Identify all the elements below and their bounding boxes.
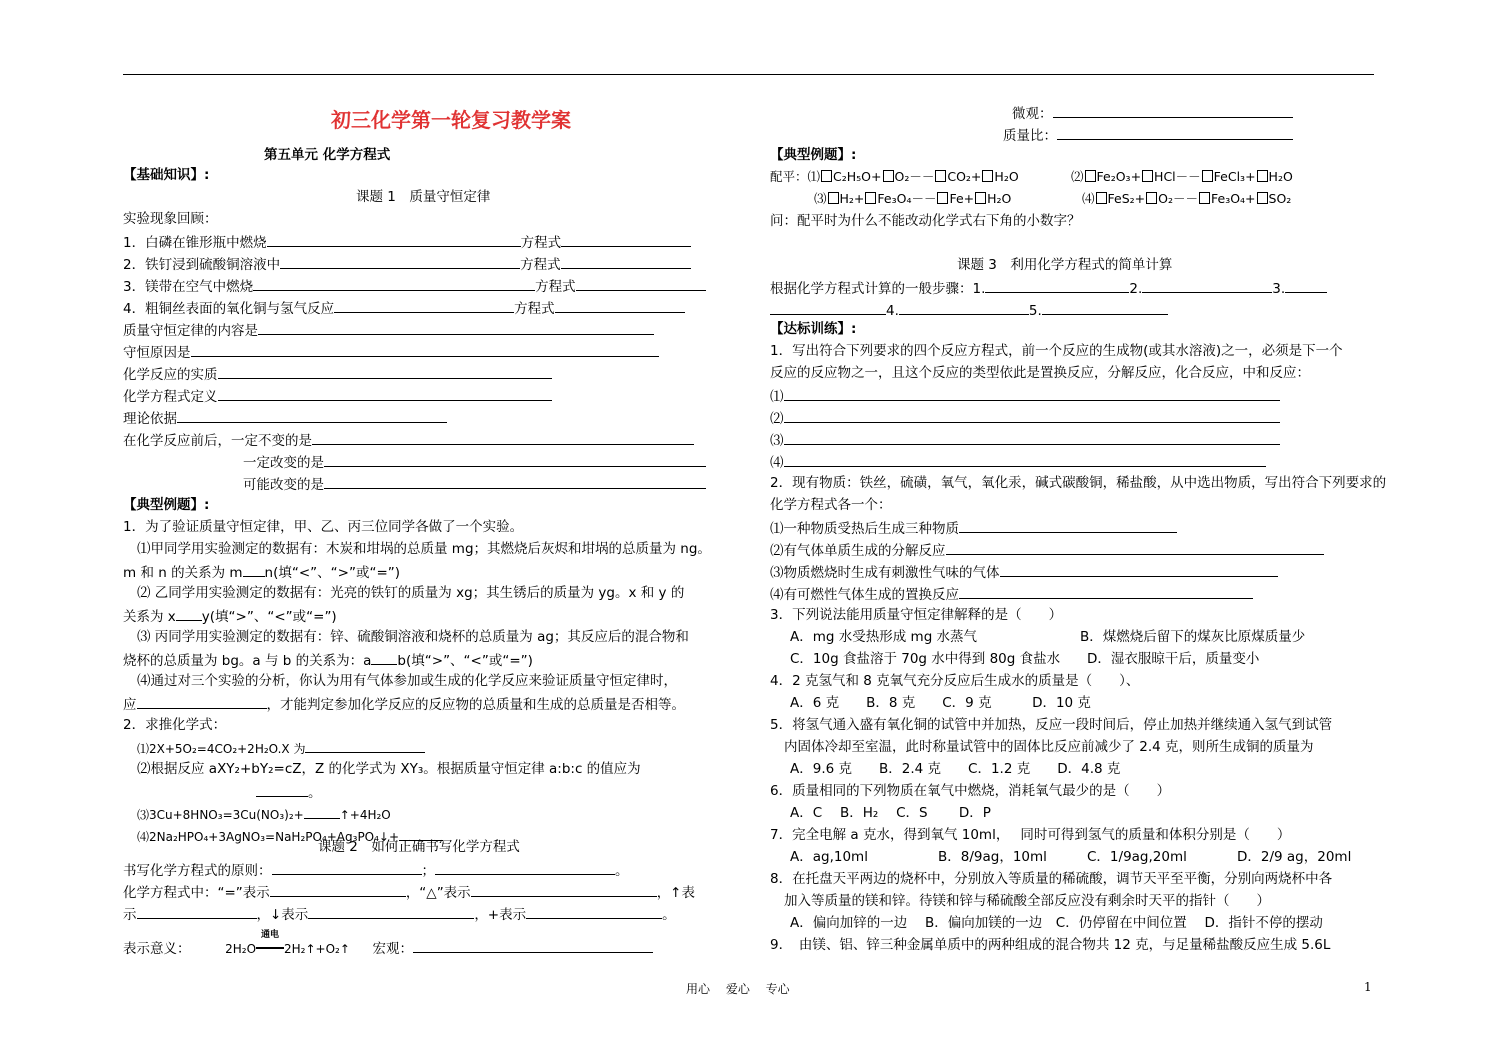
eq-term: H₂+ [839,191,865,206]
train-1-item-4 [770,452,1266,472]
writing-principles [123,860,629,880]
experiment-2-text: 2．铁钉浸到硫酸铜溶液中 [123,257,281,273]
coefficient-box [1146,192,1157,204]
train-7: 7．完全电解 a 克水，得到氧气 10ml， 同时可得到氢气的质量和体积分别是（ ） [770,827,1291,843]
train-5a: 5．将氢气通入盛有氧化铜的试管中并加热，反应一段时间后，停止加热并继续通入氢气到试管 [770,717,1333,733]
step2-label: 2. [1129,281,1143,297]
blank [555,298,685,313]
balance-row-3 [814,190,1011,210]
eq-term: SO₂ [1268,191,1292,206]
balance-row-4 [1082,190,1291,210]
train-7-option-d: D．2/9 ag，20ml [1237,849,1352,865]
electrolysis-condition [256,930,284,958]
law-content [123,320,654,340]
q1d-rest: ，才能判定参加化学反应的反应物的总质量和生成的总质量是否相等。 [266,697,685,713]
q2a-text: ⑴2X+5O₂=4CO₂+2H₂O.X 为 [137,742,306,756]
train-3-option-a: A．mg 水受热形成 mg 水蒸气 [790,629,978,645]
equation-label: 方程式 [520,235,562,251]
coefficient-box [1096,192,1107,204]
eq-num: ⑶ [814,191,827,206]
train-1a: 1．写出符合下列要求的四个反应方程式，前一个反应的生成物(或其水溶液)之一，必须是下一个 [770,343,1343,359]
question-1a: ⑴甲同学用实验测定的数据有：木炭和坩埚的总质量 mg；其燃烧后灰烬和坩埚的总质量为 ng。 [137,541,711,557]
changed-items [243,452,706,472]
blank [471,882,657,897]
coefficient-box [828,192,839,204]
symbols2-end: 。 [662,907,676,923]
blank [243,562,265,577]
step3-label: 3. [1272,281,1286,297]
eq-term: HCl－－ [1154,169,1201,184]
question-1: 1．为了验证质量守恒定律，甲、乙、丙三位同学各做了一个实验。 [123,519,524,535]
reason-text: 守恒原因是 [123,345,191,361]
eq-term: Fe₂O₃+ [1096,169,1142,184]
blank [784,386,1280,401]
q1b-hint: y(填“>”、“<”或“=”) [201,609,337,625]
lesson3-title: 课题 3 利用化学方程式的简单计算 [957,257,1173,273]
electrolysis-reactant: 2H₂O [225,942,257,956]
blank [305,738,425,753]
blank [191,342,659,357]
blank [218,364,552,379]
balance-row-1 [770,168,1019,188]
blank [1000,562,1278,577]
essence-text: 化学反应的实质 [123,367,218,383]
item-text: ⑴一种物质受热后生成三种物质 [770,521,959,537]
experiment-1-text: 1．白磷在锥形瓶中燃烧 [123,235,267,251]
step4-label: 4. [886,303,899,319]
question-1d-answer [123,694,685,714]
blank [270,882,406,897]
train-2-item-3 [770,562,1278,582]
header-rule [123,74,1374,75]
eq-term: CO₂+ [947,169,982,184]
basis-text: 理论依据 [123,411,177,427]
train-5-options: A．9.6 克 B．2.4 克 C．1.2 克 D．4.8 克 [790,761,1121,777]
eq-num: ⑴ [807,169,821,184]
coefficient-box [865,192,876,204]
blank [946,540,1324,555]
conservation-reason [123,342,659,362]
blank [258,320,654,335]
lesson1-title: 课题 1 质量守恒定律 [356,189,491,205]
question-1b: ⑵ 乙同学用实验测定的数据有：光亮的铁钉的质量为 xg；其生锈后的质量为 yg。x 和 y 的 [137,585,685,601]
blank [784,452,1266,467]
question-1c-relation [123,650,533,670]
train-1-item-3 [770,430,1280,450]
blank [1142,278,1272,293]
mass-ratio-label: 质量比： [1003,128,1057,144]
blank [334,298,514,313]
coefficient-box [1199,192,1210,204]
electrolysis-products: 2H₂↑+O₂↑ [284,942,350,956]
train-2a: 2．现有物质：铁丝，硫磺，氧气，氧化汞，碱式碳酸铜，稀盐酸，从中选出物质，写出符合下列要求的 [770,475,1387,491]
macro-label: 宏观： [372,941,413,957]
coefficient-box [935,170,946,182]
train-6: 6．质量相同的下列物质在氧气中燃烧，消耗氧气最少的是（ ） [770,783,1171,799]
blank [770,300,886,315]
unchanged-text: 在化学反应前后，一定不变的是 [123,433,312,449]
train-4: 4．2 克氢气和 8 克氧气充分反应后生成水的质量是（ ）、 [770,673,1140,689]
symbols2-down: ，↓表示 [256,907,309,923]
calc-steps-row-1 [770,278,1327,298]
eq-term: H₂O [994,169,1019,184]
law-content-text: 质量守恒定律的内容是 [123,323,258,339]
q1d-text: 应 [123,697,137,713]
micro-label: 微观： [1012,106,1053,122]
eq-term: FeS₂+ [1107,191,1146,206]
theory-basis [123,408,447,428]
coefficient-box [982,170,993,182]
unit-title: 第五单元 化学方程式 [264,147,391,163]
blank [784,430,1280,445]
blank [1285,278,1327,293]
symbols-text: 化学方程式中：“=”表示 [123,885,270,901]
section-training: 【达标训练】: [770,321,857,337]
symbols2-plus: ，+表示 [474,907,527,923]
balance-row-2 [1071,168,1293,188]
balance-question: 问：配平时为什么不能改动化学式右下角的小数字？ [770,213,1081,229]
equation-symbols-2 [123,904,676,924]
item-num: ⑶ [770,433,784,449]
section-typical-examples: 【典型例题】: [123,497,210,513]
experiment-3 [123,276,706,296]
blank [1057,125,1293,140]
blank [137,694,267,709]
experiment-1 [123,232,691,252]
train-8-options: A．偏向加锌的一边 B．偏向加镁的一边 C．仍停留在中间位置 D．指针不停的摆动 [790,915,1323,931]
item-num: ⑵ [770,411,784,427]
recall-label: 实验现象回顾： [123,211,218,227]
item-num: ⑴ [770,389,784,405]
blank [324,452,706,467]
section-basic-knowledge: 【基础知识】: [123,167,210,183]
calc-steps-row-2 [770,300,1168,320]
train-7-option-a: A．ag,10ml [790,849,868,865]
maybe-text: 可能改变的是 [243,477,324,493]
train-1-item-2 [770,408,1280,428]
section-typical-examples-2: 【典型例题】: [770,147,857,163]
experiment-4-text: 4．粗铜丝表面的氧化铜与氢气反应 [123,301,335,317]
micro-row [1012,103,1293,123]
eq-term: FeCl₃+ [1213,169,1256,184]
item-text: ⑵有气体单质生成的分解反应 [770,543,946,559]
question-2: 2．求推化学式： [123,717,227,733]
steps-text: 根据化学方程式计算的一般步骤：1. [770,281,986,297]
q1b-text: 关系为 x [123,609,176,625]
train-4-options: A．6 克 B．8 克 C．9 克 D．10 克 [790,695,1091,711]
step5-label: 5. [1028,303,1042,319]
footer-motto: 用心 爱心 专心 [686,982,790,996]
principle-text: 书写化学方程式的原则： [123,863,272,879]
item-num: ⑷ [770,455,784,471]
blank [176,606,202,621]
principle-sep: ； [421,863,435,879]
coefficient-box [821,170,832,182]
train-3-option-c: C．10g 食盐溶于 70g 水中得到 80g 食盐水 [790,651,1061,667]
changed-text: 一定改变的是 [243,455,324,471]
item-text: ⑷有可燃性气体生成的置换反应 [770,587,959,603]
q2b-end: 。 [308,785,322,801]
symbols-up: ，↑表 [656,885,695,901]
question-1d: ⑷通过对三个实验的分析，你认为用有气体参加或生成的化学反应来验证质量守恒定律时， [137,673,677,689]
q1c-hint: b(填“>”、“<”或“=”) [397,653,533,669]
blank [1053,103,1293,118]
equation-symbols [123,882,695,902]
question-1c: ⑶ 丙同学用实验测定的数据有：锌、硫酸铜溶液和烧杯的总质量为 ag；其反应后的混合物和 [137,629,689,645]
q1c-text: 烧杯的总质量为 bg。a 与 b 的关系为：a [123,653,372,669]
experiment-3-text: 3．镁带在空气中燃烧 [123,279,254,295]
symbols-delta: ，“△”表示 [405,885,471,901]
blank [985,278,1129,293]
blank [308,904,474,919]
eq-term: C₂H₅O+ [833,169,882,184]
question-2c [137,804,391,824]
q2c-rest: ↑+4H₂O [339,808,391,822]
question-2b: ⑵根据反应 aXY₂+bY₂=cZ，Z 的化学式为 XY₃。根据质量守恒定律 a:b:c 的值应为 [137,761,641,777]
train-2b: 化学方程式各一个： [770,497,892,513]
train-8b: 加入等质量的镁和锌。待镁和锌与稀硫酸全部反应没有剩余时天平的指针（ ） [784,893,1270,909]
eq-num: ⑵ [1071,169,1084,184]
lesson2-title: 课题 2 如何正确书写化学方程式 [318,839,520,855]
coefficient-box [1202,170,1213,182]
blank [959,518,1177,533]
symbols2-text: 示 [123,907,137,923]
eq-term: Fe₃O₄－－ [877,191,937,206]
train-9: 9． 由镁、铝、锌三种金属单质中的两种组成的混合物共 12 克，与足量稀盐酸反应生成 5.6L [770,937,1331,953]
principle-end: 。 [615,863,629,879]
experiment-2 [123,254,691,274]
blank [324,474,706,489]
train-3-option-d: D．湿衣服晾干后，质量变小 [1087,651,1260,667]
blank [526,904,662,919]
eq-def-text: 化学方程式定义 [123,389,218,405]
blank [280,254,520,269]
blank [1042,300,1168,315]
item-text: ⑶物质燃烧时生成有刺激性气味的气体 [770,565,1000,581]
train-1b: 反应的反应物之一，且这个反应的类型依此是置换反应，分解反应，化合反应，中和反应： [770,365,1310,381]
blank [137,904,257,919]
blank [177,408,447,423]
train-6-options: A．C B．H₂ C．S D．P [790,805,991,821]
blank [561,232,691,247]
train-7-option-b: B．8/9ag，10ml [938,849,1047,865]
meaning-label: 表示意义： [123,941,191,957]
coefficient-box [937,192,948,204]
eq-term: Fe+ [949,191,975,206]
blank [413,938,653,953]
eq-term: Fe₃O₄+ [1211,191,1256,206]
experiment-4 [123,298,685,318]
unchanged-items [123,430,694,450]
blank [371,650,397,665]
blank [576,276,706,291]
equals-sign [256,947,284,949]
train-8a: 8．在托盘天平两边的烧杯中，分别放入等质量的稀硫酸，调节天平至平衡，分别向两烧杯中各 [770,871,1333,887]
maybe-changed-items [243,474,706,494]
equation-label: 方程式 [514,301,555,317]
q1a-text: m 和 n 的关系为 m [123,565,243,581]
coefficient-box [883,170,894,182]
balance-label: 配平： [770,169,808,184]
page-number: 1 [1364,980,1372,994]
train-2-item-1 [770,518,1177,538]
blank [435,860,615,875]
reaction-essence [123,364,552,384]
blank [784,408,1280,423]
train-5b: 内固体冷却至室温，此时称量试管中的固体比反应前减少了 2.4 克，则所生成铜的质量为 [784,739,1314,755]
coefficient-box [1142,170,1153,182]
train-1-item-1 [770,386,1280,406]
meaning-row [123,930,653,958]
blank [959,584,1253,599]
eq-term: H₂O [987,191,1012,206]
q1a-hint: n(填“<”、“>”或“=”) [264,565,401,581]
blank [253,276,535,291]
condition-text: 通电 [261,930,280,940]
blank [256,782,308,797]
eq-term: O₂－－ [894,169,935,184]
blank [899,300,1029,315]
blank [218,386,552,401]
train-3: 3．下列说法能用质量守恒定律解释的是（ ） [770,607,1063,623]
coefficient-box [975,192,986,204]
equation-label: 方程式 [520,257,561,273]
train-2-item-4 [770,584,1253,604]
question-1a-relation [123,562,400,582]
equation-definition [123,386,552,406]
train-2-item-2 [770,540,1324,560]
question-2b-answer [256,782,322,802]
equation-label: 方程式 [535,279,576,295]
blank [312,430,694,445]
question-1b-relation [123,606,337,626]
coefficient-box [1257,170,1268,182]
train-7-option-c: C．1/9ag,20ml [1087,849,1187,865]
q2d-text: ⑷2Na₂HPO₄+3AgNO₃=NaH₂PO₄+Ag₃PO₄↓+ [137,830,400,844]
blank [304,804,340,819]
blank [267,232,521,247]
q2c-text: ⑶3Cu+8HNO₃=3Cu(NO₃)₂+ [137,808,304,822]
eq-term: O₂－－ [1158,191,1198,206]
coefficient-box [1257,192,1268,204]
eq-num: ⑷ [1082,191,1095,206]
eq-term: H₂O [1268,169,1293,184]
blank [272,860,422,875]
train-3-option-b: B．煤燃烧后留下的煤灰比原煤质量少 [1080,629,1306,645]
question-2a [137,738,425,758]
coefficient-box [1085,170,1096,182]
blank [561,254,691,269]
page-title: 初三化学第一轮复习教学案 [331,108,571,132]
mass-ratio-row [1003,125,1293,145]
